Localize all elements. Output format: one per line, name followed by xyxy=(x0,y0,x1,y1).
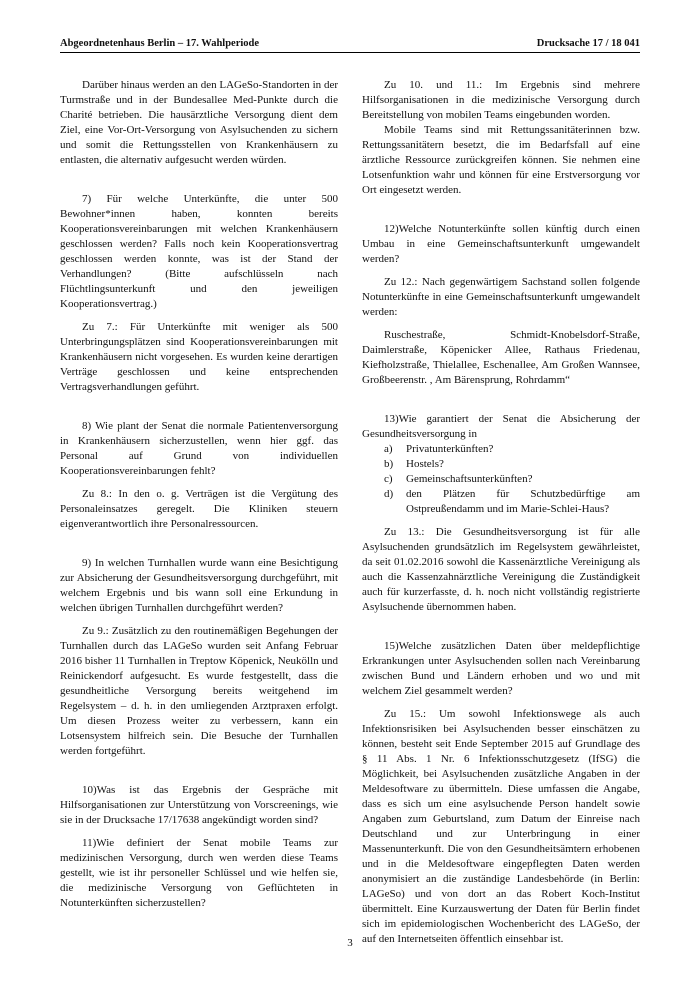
answer-8: Zu 8.: In den o. g. Verträgen ist die Vergütung des Personaleinsatzes geregelt. Die Kliniken steuern eigenverantwortlich ihre Personalressourcen. xyxy=(60,488,338,530)
list-item: c) Gemeinschaftsunterkünften? xyxy=(384,473,533,485)
question-8: 8) Wie plant der Senat die normale Patientenversorgung in Krankenhäusern sicherzustellen, wenn hier ggf. das Personal auf Grund von individuellen Kooperationsvereinbarungen fehlt? xyxy=(60,420,338,477)
page-number: 3 xyxy=(347,937,353,949)
question-13-list xyxy=(362,442,640,517)
paragraph-med-punkte: Darüber hinaus werden an den LAGeSo-Standorten in der Turmstraße und in der Bundesallee Med-Punkte durch die Charité betrieben. Die hausärztliche Versorgung dient dem Ziel, eine Vor-Ort-Versorgung von Asylsuchenden zu sichern und somit die Rettungsstellen von Krankenhäusern zu entlasten, die alternativ aufgesucht werden würden. xyxy=(60,79,338,166)
header-document-number: Drucksache 17 / 18 041 xyxy=(536,38,640,49)
answer-9: Zu 9.: Zusätzlich zu den routinemäßigen Begehungen der Turnhallen durch das LAGeSo wurden seit Anfang Februar 2016 bisher 11 Turnhallen in Treptow Köpenick, Neukölln und Reinickendorf aufgesucht. Es wurde festgestellt, dass die gesundheitliche Versorgung bereits weitgehend im Regelsystem – d. h. in den umliegenden Arztpraxen erfolgt. Um diesen Prozess weiter zu verbessern, kann ein Lotsensystem hilfreich sein. Die Besuche der Turnhallen werden fortgeführt. xyxy=(60,625,338,757)
answer-7: Zu 7.: Für Unterkünfte mit weniger als 500 Unterbringungsplätzen sind Kooperationsvereinbarungen mit Krankenhäusern nicht vorgesehen. Es wurden keine derartigen Verträge geschlossen und keine entsprechenden Vertragsverhandlungen geführt. xyxy=(60,321,338,393)
question-11: 11)Wie definiert der Senat mobile Teams zur medizinischen Versorgung, durch wen werden diese Teams gestellt, wie ist ihr personeller Schlüssel und wie helfen sie, die medizinische Versorgung von Geflüchteten in Notunterkünften sicherzustellen? xyxy=(60,837,338,909)
list-item: d) den Plätzen für Schutzbedürftige am Ostpreußendamm und im Marie-Schlei-Haus? xyxy=(384,488,640,515)
list-item: b) Hostels? xyxy=(384,458,444,470)
page-header xyxy=(60,38,640,53)
answer-12-list: Ruschestraße, Schmidt-Knobelsdorf-Straße, Daimlerstraße, Köpenicker Allee, Rathaus Friedenau, Kiefholzstraße, Thielallee, Eschenallee, Am Großen Wannsee, Großbeerenstr. , Am Bärensprung, Rohrdamm“ xyxy=(362,329,640,386)
question-13: 13)Wie garantiert der Senat die Absicherung der Gesundheitsversorgung in xyxy=(362,413,640,440)
left-column xyxy=(60,78,338,911)
answer-12: Zu 12.: Nach gegenwärtigem Sachstand sollen folgende Notunterkünfte in eine Gemeinschaftsunterkunft umgewandelt werden: xyxy=(362,276,640,318)
question-9: 9) In welchen Turnhallen wurde wann eine Besichtigung zur Absicherung der Gesundheitsversorgung durchgeführt, mit welchem Ergebnis und bis wann soll eine Erkundung in welchen übrigen Turnhallen durchgeführt werden? xyxy=(60,557,338,614)
right-column xyxy=(362,78,640,947)
question-10: 10)Was ist das Ergebnis der Gespräche mit Hilfsorganisationen zur Unterstützung von Vorscreenings, wie sie in der Drucksache 17/17638 angekündigt worden sind? xyxy=(60,784,338,826)
answer-15: Zu 15.: Um sowohl Infektionswege als auch Infektionsrisiken bei Asylsuchenden besser einschätzen zu können, besteht seit Ende September 2015 auf Grundlage des § 11 Abs. 1 Nr. 6 Infektionsschutzgesetz (IfSG) die Möglichkeit, bei Asylsuchenden zusätzliche Angaben in der Meldesoftware zu übermitteln. Diese umfassen die Angabe, dass es sich um eine asylsuchende Person handelt sowie Angaben zum Geburtsland, zum Datum der Einreise nach Deutschland und zur Unterbringung in einer Massenunterkunft. Die von den Gesundheitsämtern erhobenen und in die Meldesoftware eingepflegten Daten werden anonymisiert an die zuständige Landesbehörde (in Berlin: LAGeSo) und von dort an das Robert Koch-Institut übermittelt. Eine Kurzauswertung der Daten für Berlin findet sich im epidemiologischen Wochenbericht des LAGeSo, der auf den Internetseiten öffentlich einsehbar ist. xyxy=(362,708,640,945)
question-7: 7) Für welche Unterkünfte, die unter 500 Bewohner*innen haben, konnten bereits Kooperationsvereinbarungen mit welchen Krankenhäusern geschlossen werden? Falls noch kein Kooperationsvertrag geschlossen werden konnte, was ist der Stand der Verhandlungen? (Bitte aufschlüsseln nach Flüchtlingsunterkunft und den jeweiligen Kooperationsvertrag.) xyxy=(60,193,338,310)
header-parliament: Abgeordnetenhaus Berlin – 17. Wahlperiode xyxy=(60,38,260,49)
paragraph-mobile-teams: Mobile Teams sind mit Rettungssanitäterinnen bzw. Rettungssanitätern besetzt, die im Bedarfsfall auf eine ärztliche Ressource zurückgreifen können. Sie nehmen eine Lotsenfunktion wahr und können für eine Erstversorgung vor Ort eingesetzt werden. xyxy=(362,124,640,196)
answer-13: Zu 13.: Die Gesundheitsversorgung ist für alle Asylsuchenden grundsätzlich im Regelsystem gewährleistet, da seit 01.02.2016 sowohl die Kassenärztliche Vereinigung als auch die Kassenzahnärztliche Vereinigung die Zuständigkeit auch für kurzerfasste, d. h. noch nicht vollständig registrierte Asylsuchende übernommen haben. xyxy=(362,526,640,613)
question-12: 12)Welche Notunterkünfte sollen künftig durch einen Umbau in eine Gemeinschaftsunterkunft umgewandelt werden? xyxy=(362,223,640,265)
list-item: a) Privatunterkünften? xyxy=(384,443,494,455)
question-15: 15)Welche zusätzlichen Daten über meldepflichtige Erkrankungen unter Asylsuchenden sollen nach Vereinbarung zwischen Bund und Ländern erhoben und wo und mit welchem Ziel gesammelt werden? xyxy=(362,640,640,697)
answer-10-11: Zu 10. und 11.: Im Ergebnis sind mehrere Hilfsorganisationen in die medizinische Versorgung durch Bereitstellung von mobilen Teams eingebunden worden. xyxy=(362,79,640,121)
